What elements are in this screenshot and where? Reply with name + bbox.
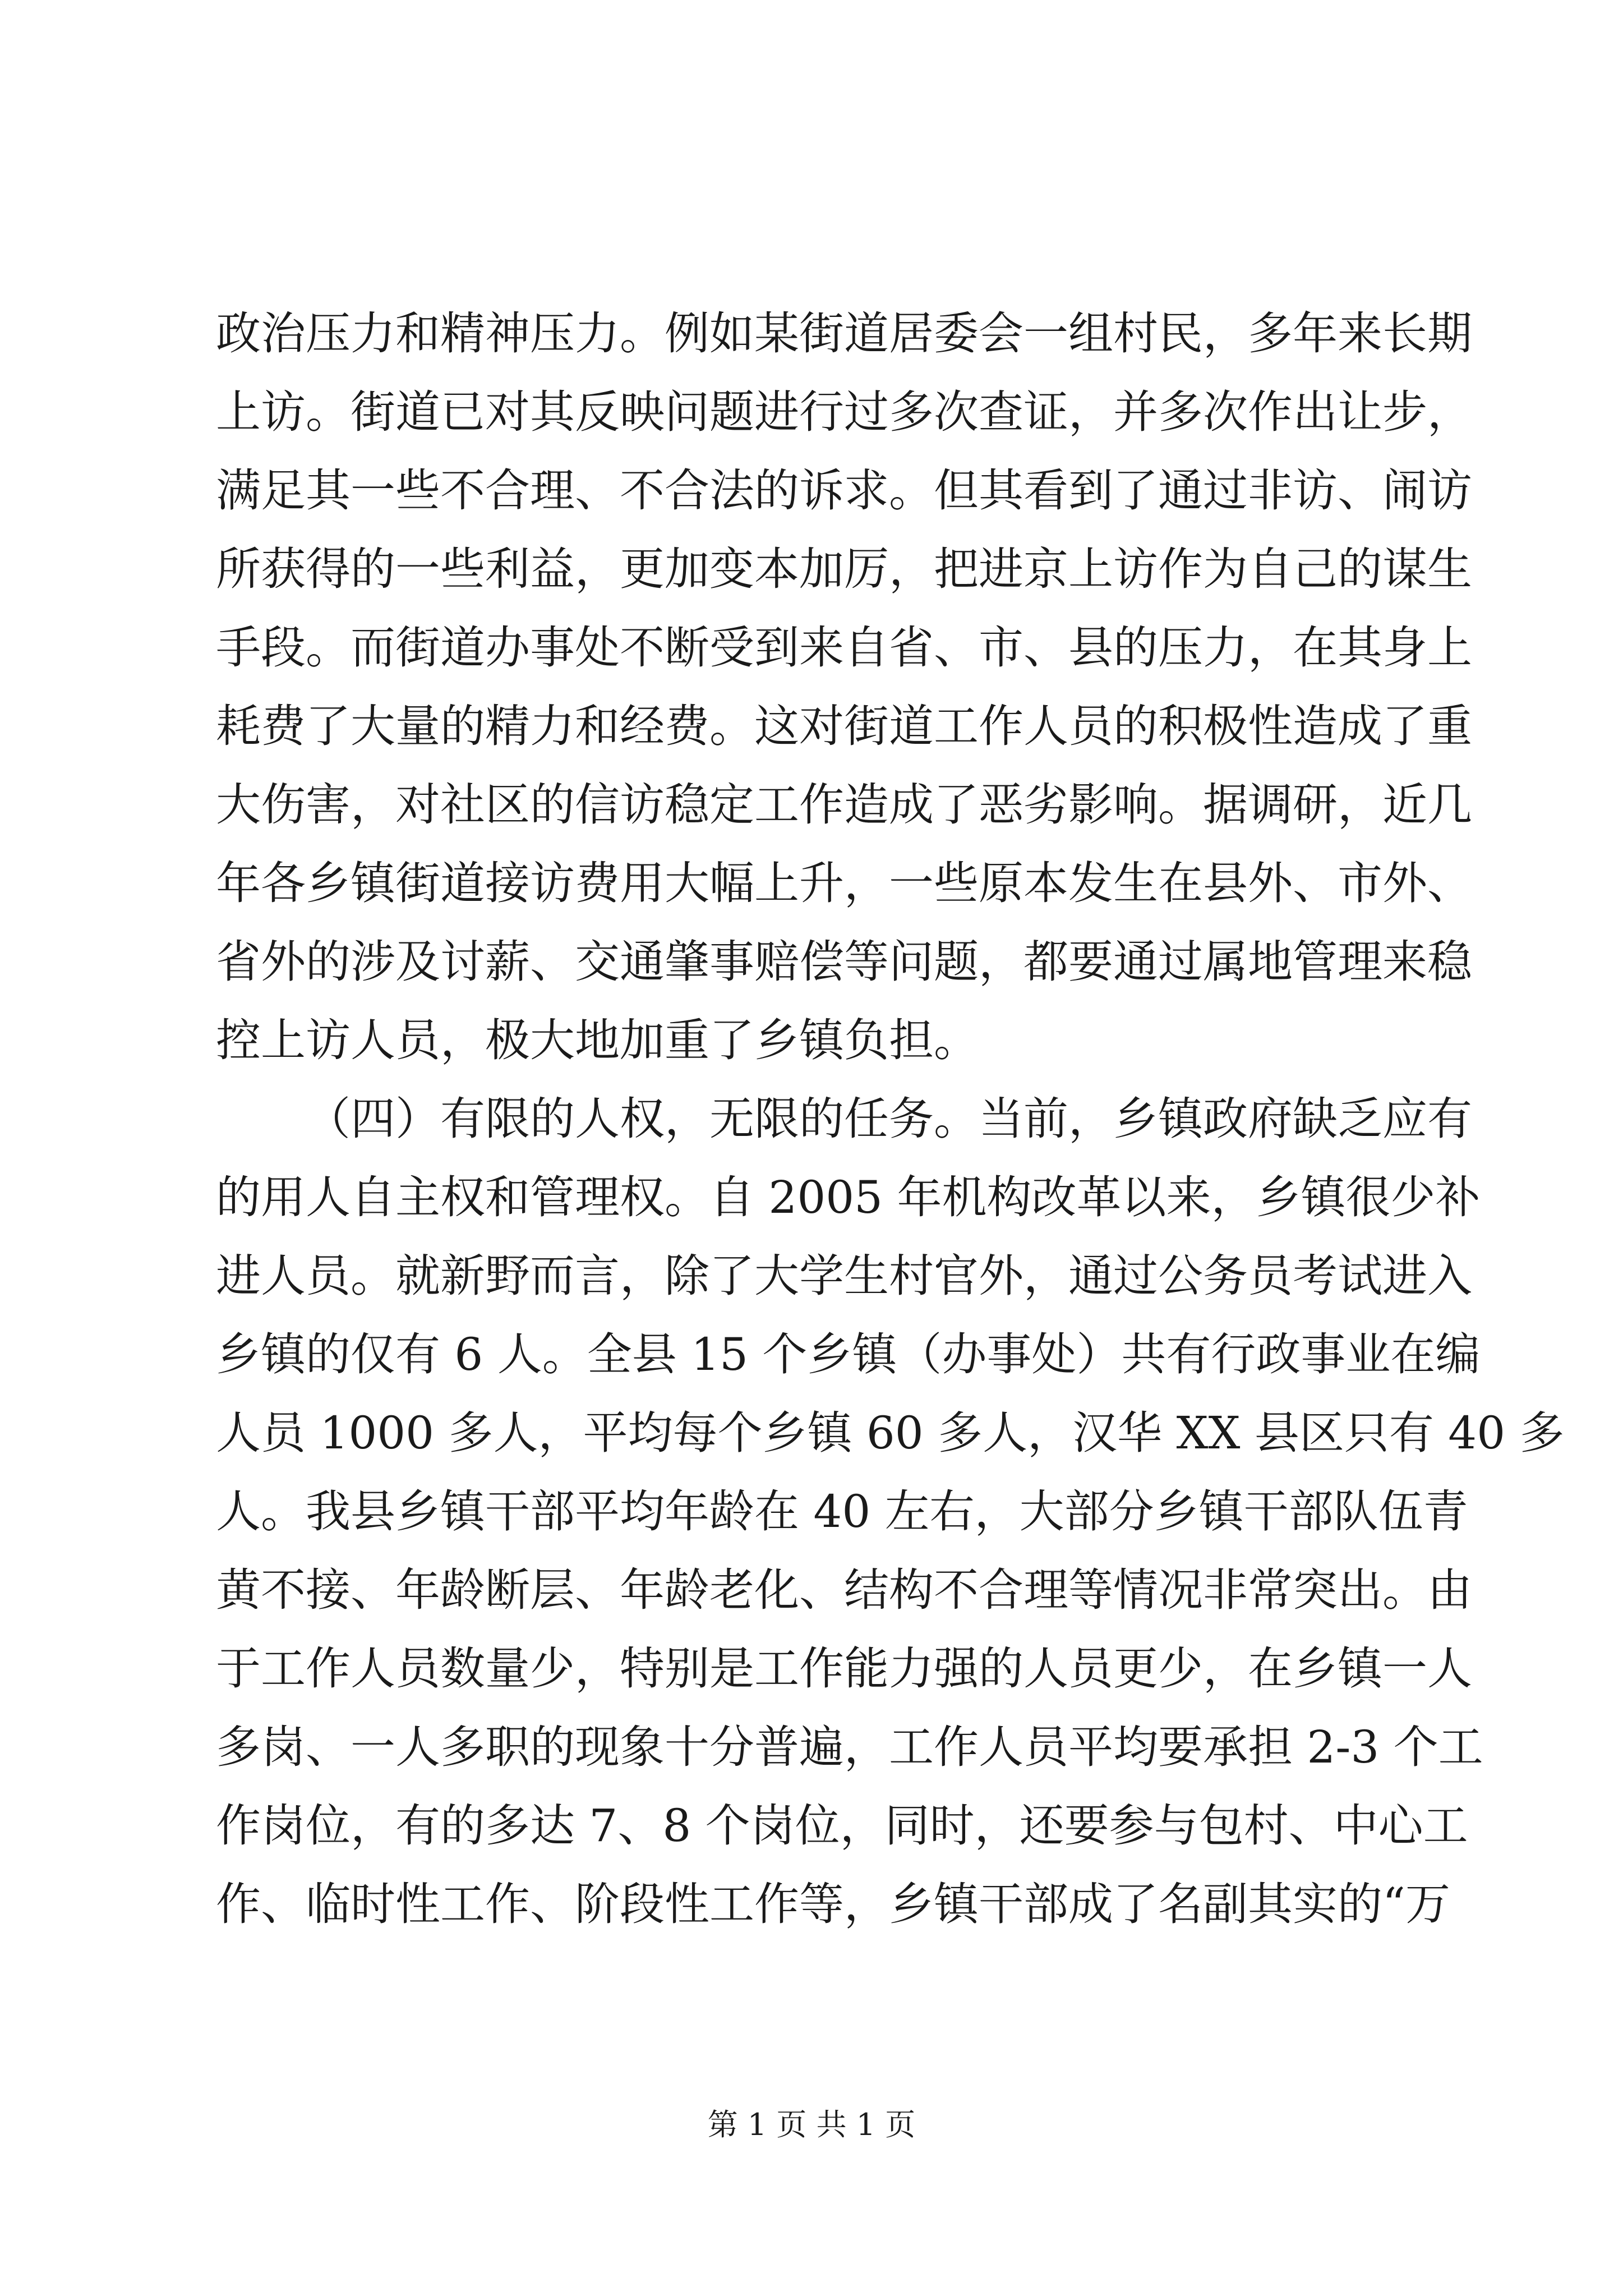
- paragraph-1-line-6: 耗费了大量的精力和经费。这对街道工作人员的积极性造成了重: [216, 700, 1472, 752]
- paragraph-2-line-8: 于工作人员数量少，特别是工作能力强的人员更少，在乡镇一人: [216, 1642, 1472, 1695]
- paragraph-1-line-5: 手段。而街道办事处不断受到来自省、市、县的压力，在其身上: [216, 622, 1472, 674]
- paragraph-1-line-1: 政治压力和精神压力。例如某街道居委会一组村民，多年来长期: [216, 307, 1472, 360]
- paragraph-1-line-3: 满足其一些不合理、不合法的诉求。但其看到了通过非访、闹访: [216, 464, 1472, 517]
- page-number: 第 1 页 共 1 页: [707, 2107, 916, 2142]
- page-footer: [0, 2101, 1623, 2144]
- paragraph-1-line-2: 上访。街道已对其反映问题进行过多次查证，并多次作出让步，: [216, 386, 1472, 438]
- paragraph-1-line-7: 大伤害，对社区的信访稳定工作造成了恶劣影响。据调研，近几: [216, 779, 1472, 831]
- paragraph-1-line-4: 所获得的一些利益，更加变本加厉，把进京上访作为自己的谋生: [216, 543, 1472, 595]
- paragraph-2-line-11: 作、临时性工作、阶段性工作等，乡镇干部成了名副其实的“万: [216, 1878, 1450, 1930]
- paragraph-2-line-2: 的用人自主权和管理权。自 2005 年机构改革以来，乡镇很少补: [216, 1171, 1481, 1223]
- paragraph-2-line-10: 作岗位，有的多达 7、8 个岗位，同时，还要参与包村、中心工: [216, 1800, 1468, 1852]
- paragraph-2-line-4: 乡镇的仅有 6 人。全县 15 个乡镇（办事处）共有行政事业在编: [216, 1328, 1481, 1381]
- paragraph-2-line-6: 人。我县乡镇干部平均年龄在 40 左右，大部分乡镇干部队伍青: [216, 1485, 1468, 1538]
- paragraph-1-line-8: 年各乡镇街道接访费用大幅上升，一些原本发生在县外、市外、: [216, 857, 1472, 909]
- paragraph-1-line-9: 省外的涉及讨薪、交通肇事赔偿等问题，都要通过属地管理来稳: [216, 936, 1472, 988]
- paragraph-1-line-10: 控上访人员，极大地加重了乡镇负担。: [216, 1014, 979, 1066]
- paragraph-2-line-7: 黄不接、年龄断层、年龄老化、结构不合理等情况非常突出。由: [216, 1564, 1472, 1616]
- document-body: [216, 295, 1565, 1944]
- paragraph-2-line-3: 进人员。就新野而言，除了大学生村官外，通过公务员考试进入: [216, 1250, 1472, 1302]
- paragraph-2-line-9: 多岗、一人多职的现象十分普遍，工作人员平均要承担 2-3 个工: [216, 1721, 1483, 1773]
- paragraph-2-line-1: （四）有限的人权，无限的任务。当前，乡镇政府缺乏应有: [306, 1093, 1472, 1145]
- paragraph-2-line-5: 人员 1000 多人，平均每个乡镇 60 多人，汉华 XX 县区只有 40 多: [216, 1407, 1565, 1459]
